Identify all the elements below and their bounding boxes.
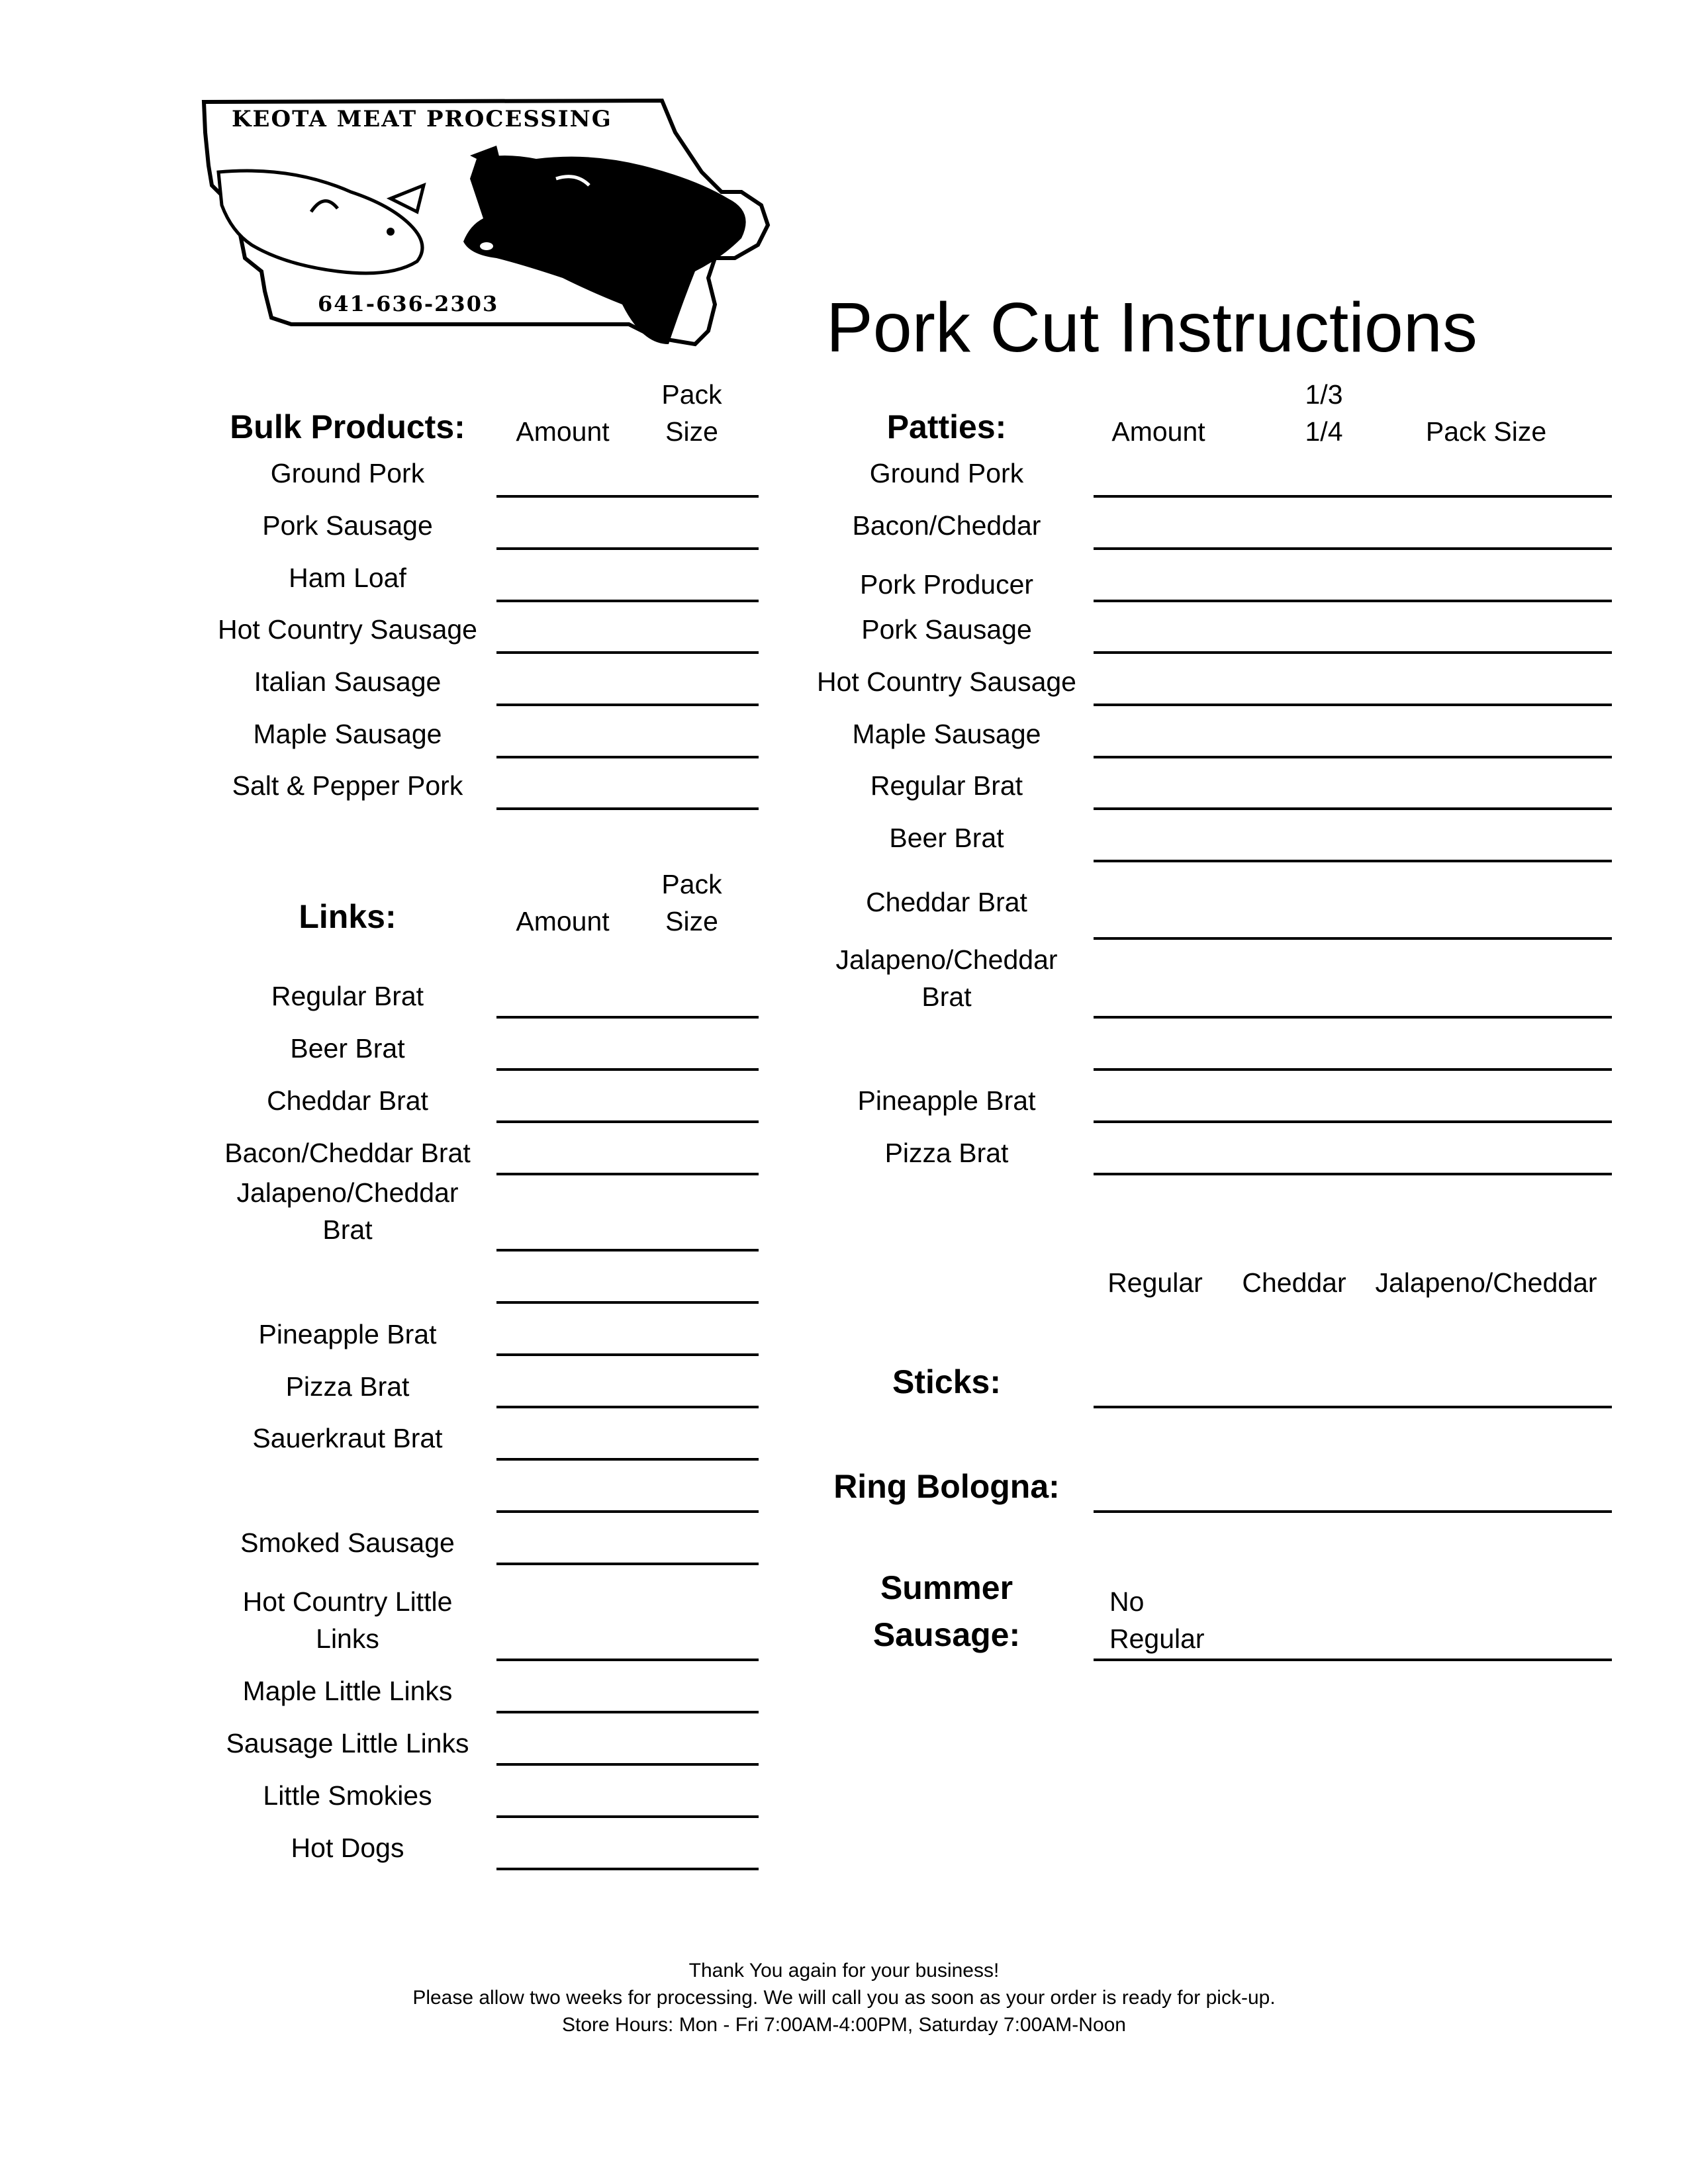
patties-beer-brat-line[interactable] xyxy=(1094,860,1612,862)
patties-maple-sausage-line[interactable] xyxy=(1094,756,1612,758)
summer-sausage-line[interactable] xyxy=(1094,1659,1612,1661)
links-blank-line-2[interactable] xyxy=(496,1510,759,1513)
footer-thank-you: Thank You again for your business! xyxy=(688,1960,1000,1981)
links-jalapeno-cheddar-brat-line[interactable] xyxy=(496,1249,759,1251)
summer-sausage-heading-2: Sausage: xyxy=(872,1616,1021,1653)
patties-item-pork-sausage: Pork Sausage xyxy=(861,614,1032,645)
links-pizza-brat-line[interactable] xyxy=(496,1406,759,1408)
patties-item-jalapeno-cheddar-1: Jalapeno/Cheddar xyxy=(835,944,1058,975)
patties-item-pizza-brat: Pizza Brat xyxy=(884,1138,1009,1168)
links-item-jalapeno-cheddar-1: Jalapeno/Cheddar xyxy=(236,1177,459,1208)
bulk-item-salt-pepper-pork: Salt & Pepper Pork xyxy=(232,770,463,801)
ring-bologna-heading: Ring Bologna: xyxy=(833,1468,1060,1505)
patties-jalapeno-cheddar-brat-line[interactable] xyxy=(1094,1016,1612,1019)
footer-processing-note: Please allow two weeks for processing. We will call you as soon as your order is ready for pick-up. xyxy=(412,1987,1276,2009)
patties-fraction-header-2: 1/4 xyxy=(1305,416,1343,447)
bulk-item-ham-loaf: Ham Loaf xyxy=(289,563,406,593)
patties-pizza-brat-line[interactable] xyxy=(1094,1173,1612,1175)
links-little-smokies-line[interactable] xyxy=(496,1815,759,1818)
bulk-pork-sausage-line[interactable] xyxy=(496,547,759,550)
links-item-cheddar-brat: Cheddar Brat xyxy=(267,1085,428,1116)
patties-item-ground-pork: Ground Pork xyxy=(869,458,1024,488)
links-amount-header: Amount xyxy=(516,906,610,936)
patties-heading: Patties: xyxy=(886,408,1007,445)
links-blank-line-1[interactable] xyxy=(496,1301,759,1304)
patties-item-hot-country-sausage: Hot Country Sausage xyxy=(816,666,1076,697)
patties-cheddar-brat-line[interactable] xyxy=(1094,937,1612,940)
links-item-little-smokies: Little Smokies xyxy=(263,1780,432,1811)
links-maple-little-links-line[interactable] xyxy=(496,1711,759,1713)
sticks-line[interactable] xyxy=(1094,1406,1612,1408)
company-logo xyxy=(192,93,808,357)
bulk-item-pork-sausage: Pork Sausage xyxy=(262,510,433,541)
links-item-sausage-little-links: Sausage Little Links xyxy=(226,1728,469,1758)
links-regular-brat-line[interactable] xyxy=(496,1016,759,1019)
links-pack-header-1: Pack xyxy=(661,869,722,899)
patties-blank-line[interactable] xyxy=(1094,1068,1612,1071)
sticks-cheddar-header: Cheddar xyxy=(1242,1267,1346,1298)
summer-sausage-heading-1: Summer xyxy=(880,1569,1013,1606)
bulk-italian-sausage-line[interactable] xyxy=(496,704,759,706)
patties-item-pineapple-brat: Pineapple Brat xyxy=(857,1085,1036,1116)
patties-item-cheddar-brat: Cheddar Brat xyxy=(866,887,1027,917)
bulk-products-heading: Bulk Products: xyxy=(230,408,465,445)
bulk-item-ground-pork: Ground Pork xyxy=(270,458,425,488)
bulk-hot-country-sausage-line[interactable] xyxy=(496,651,759,654)
links-pack-header-2: Size xyxy=(665,906,718,936)
patties-item-jalapeno-cheddar-2: Brat xyxy=(921,981,972,1012)
patties-item-beer-brat: Beer Brat xyxy=(889,823,1004,853)
bulk-salt-pepper-pork-line[interactable] xyxy=(496,807,759,810)
links-sausage-little-links-line[interactable] xyxy=(496,1763,759,1766)
bulk-ground-pork-line[interactable] xyxy=(496,495,759,498)
bulk-amount-header: Amount xyxy=(516,416,610,447)
patties-item-bacon-cheddar: Bacon/Cheddar xyxy=(852,510,1041,541)
logo-company-name: KEOTA MEAT PROCESSING xyxy=(232,106,612,132)
links-hot-dogs-line[interactable] xyxy=(496,1868,759,1870)
patties-ground-pork-line[interactable] xyxy=(1094,495,1612,498)
links-heading: Links: xyxy=(299,898,397,935)
patties-amount-header: Amount xyxy=(1111,416,1205,447)
links-item-beer-brat: Beer Brat xyxy=(290,1033,405,1064)
bulk-item-hot-country-sausage: Hot Country Sausage xyxy=(217,614,477,645)
patties-pack-size-header: Pack Size xyxy=(1425,416,1547,447)
patties-pork-producer-line[interactable] xyxy=(1094,600,1612,602)
links-item-bacon-cheddar-brat: Bacon/Cheddar Brat xyxy=(224,1138,471,1168)
patties-item-maple-sausage: Maple Sausage xyxy=(852,719,1041,749)
bulk-maple-sausage-line[interactable] xyxy=(496,756,759,758)
links-pineapple-brat-line[interactable] xyxy=(496,1353,759,1356)
bulk-pack-header-1: Pack xyxy=(661,379,722,410)
links-hot-country-little-links-line[interactable] xyxy=(496,1659,759,1661)
links-item-sauerkraut-brat: Sauerkraut Brat xyxy=(252,1423,443,1453)
logo-graphic xyxy=(192,93,808,357)
summer-sausage-option-regular: Regular xyxy=(1109,1623,1205,1654)
sticks-heading: Sticks: xyxy=(892,1363,1001,1400)
links-item-jalapeno-cheddar-2: Brat xyxy=(322,1214,373,1245)
links-item-hot-country-little-2: Links xyxy=(316,1623,379,1654)
patties-regular-brat-line[interactable] xyxy=(1094,807,1612,810)
bulk-item-italian-sausage: Italian Sausage xyxy=(254,666,442,697)
page-title: Pork Cut Instructions xyxy=(826,289,1477,367)
links-bacon-cheddar-brat-line[interactable] xyxy=(496,1173,759,1175)
patties-pineapple-brat-line[interactable] xyxy=(1094,1120,1612,1123)
links-smoked-sausage-line[interactable] xyxy=(496,1563,759,1565)
links-beer-brat-line[interactable] xyxy=(496,1068,759,1071)
links-cheddar-brat-line[interactable] xyxy=(496,1120,759,1123)
bulk-pack-header-2: Size xyxy=(665,416,718,447)
links-item-regular-brat: Regular Brat xyxy=(271,981,424,1011)
patties-fraction-header-1: 1/3 xyxy=(1305,379,1343,410)
summer-sausage-option-no: No xyxy=(1109,1586,1145,1617)
links-item-hot-country-little-1: Hot Country Little xyxy=(242,1586,453,1617)
patties-item-pork-producer: Pork Producer xyxy=(859,569,1034,600)
patties-item-regular-brat: Regular Brat xyxy=(870,770,1023,801)
links-item-maple-little-links: Maple Little Links xyxy=(242,1676,453,1706)
bulk-item-maple-sausage: Maple Sausage xyxy=(253,719,442,749)
links-item-pizza-brat: Pizza Brat xyxy=(285,1371,410,1402)
bulk-ham-loaf-line[interactable] xyxy=(496,600,759,602)
footer-store-hours: Store Hours: Mon - Fri 7:00AM-4:00PM, Saturday 7:00AM-Noon xyxy=(561,2014,1126,2036)
links-sauerkraut-brat-line[interactable] xyxy=(496,1458,759,1461)
links-item-smoked-sausage: Smoked Sausage xyxy=(240,1527,455,1558)
links-item-hot-dogs: Hot Dogs xyxy=(291,1833,404,1863)
logo-phone: 641-636-2303 xyxy=(318,291,499,316)
patties-hot-country-sausage-line[interactable] xyxy=(1094,704,1612,706)
sticks-jalapeno-header: Jalapeno/Cheddar xyxy=(1375,1267,1597,1298)
links-item-pineapple-brat: Pineapple Brat xyxy=(258,1319,437,1349)
patties-pork-sausage-line[interactable] xyxy=(1094,651,1612,654)
ring-bologna-line[interactable] xyxy=(1094,1510,1612,1513)
patties-bacon-cheddar-line[interactable] xyxy=(1094,547,1612,550)
sticks-regular-header: Regular xyxy=(1107,1267,1203,1298)
